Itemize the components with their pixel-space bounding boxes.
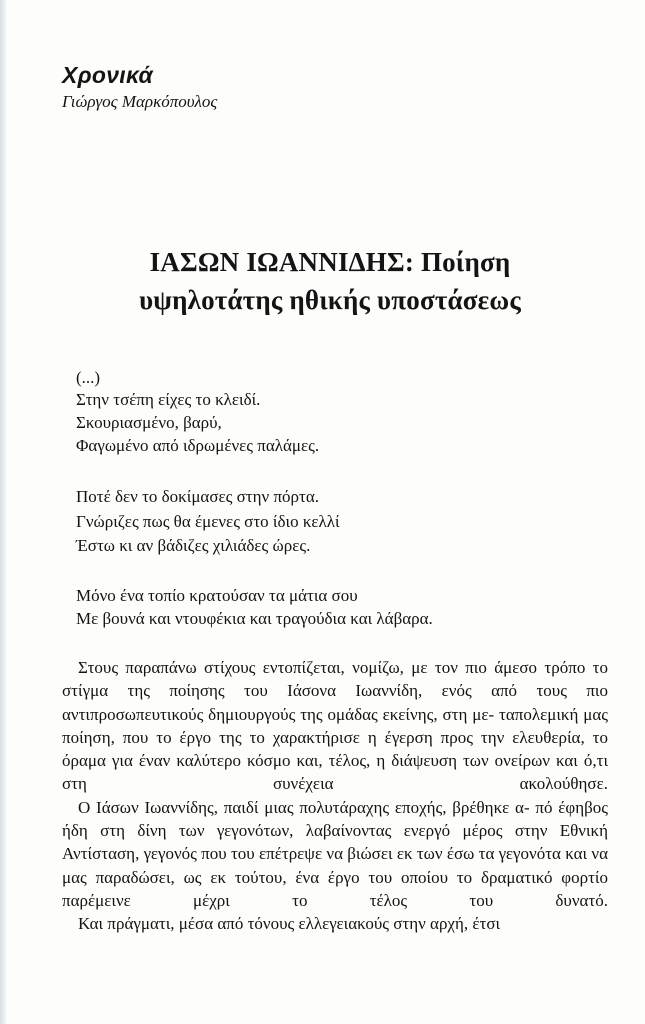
body-line: έσω τα γεγονότα και να μας παραδώσει, ως εκ τούτου, ένα έργο του — [62, 844, 608, 887]
poem-line: Σκουριασμένο, βαρύ, — [76, 413, 222, 432]
poem-line: (...) — [76, 368, 101, 387]
poem-line: Ποτέ δεν το δοκίμασες στην πόρτα. — [76, 487, 319, 506]
body-text — [62, 656, 608, 936]
paragraph-2 — [62, 796, 608, 912]
author-name: Γιώργος Μαρκόπουλος — [62, 92, 218, 111]
body-line: τρόπο το στίγμα της ποίησης του Ιάσονα Ιωαννίδη, ενός από τους — [62, 658, 609, 701]
article-title-line-2: υψηλοτάτης ηθικής υποστάσεως — [139, 285, 521, 315]
body-line: η διάψευση των ονείρων και ό,τι στη συνέχεια ακολούθησε. — [62, 751, 609, 794]
article-title-line-1: ΙΑΣΩΝ ΙΩΑΝΝΙΔΗΣ: Ποίηση — [149, 247, 511, 277]
body-line: οποίου το δραματικό φορτίο παρέμεινε μέχρι το τέλος του δυνατό. — [62, 867, 608, 910]
poem-line: Φαγωμένο από ιδρωμένες παλάμες. — [76, 436, 320, 455]
poem-line: Μόνο ένα τοπίο κρατούσαν τα μάτια σου — [76, 586, 358, 605]
body-line: στην Εθνική Αντίσταση, γεγονός που του επέτρεψε να βιώσει εκ των — [62, 821, 608, 864]
paragraph-1 — [62, 656, 608, 796]
body-line: πό έφηβος ήδη στη δίνη των γεγονότων, λαβαίνοντας ενεργό μέρος — [62, 797, 608, 841]
body-line: Και πράγματι, μέσα από τόνους ελλεγειακούς στην αρχή, έτσι — [78, 914, 501, 934]
body-line: Στους παραπάνω στίχους εντοπίζεται, νομίζω, με τον πιο άμεσο — [78, 658, 538, 677]
section-title: Χρονικά — [62, 62, 154, 88]
body-line: ταπολεμική μας ποίηση, που το έργο της το χαρακτήρισε η έγερση — [62, 704, 609, 747]
body-line: προς την ελευθερία, το όραμα για έναν καλύτερο κόσμο και, τέλος, — [62, 727, 608, 771]
poem-line: Γνώριζες πως θα έμενες στο ίδιο κελλί — [76, 512, 340, 531]
page-edge — [0, 0, 6, 1024]
body-line: πιο αντιπροσωπευτικούς δημιουργούς της ομάδας εκείνης, στη με- — [62, 681, 608, 724]
poem-line: Με βουνά και ντουφέκια και τραγούδια και λάβαρα. — [76, 609, 433, 628]
body-line: Ο Ιάσων Ιωαννίδης, παιδί μιας πολυτάραχης εποχής, βρέθηκε α- — [78, 797, 530, 817]
paragraph-3 — [62, 912, 608, 935]
poem-line: Στην τσέπη είχες το κλειδί. — [76, 390, 261, 409]
poem-line: Έστω κι αν βάδιζες χιλιάδες ώρες. — [76, 536, 311, 555]
